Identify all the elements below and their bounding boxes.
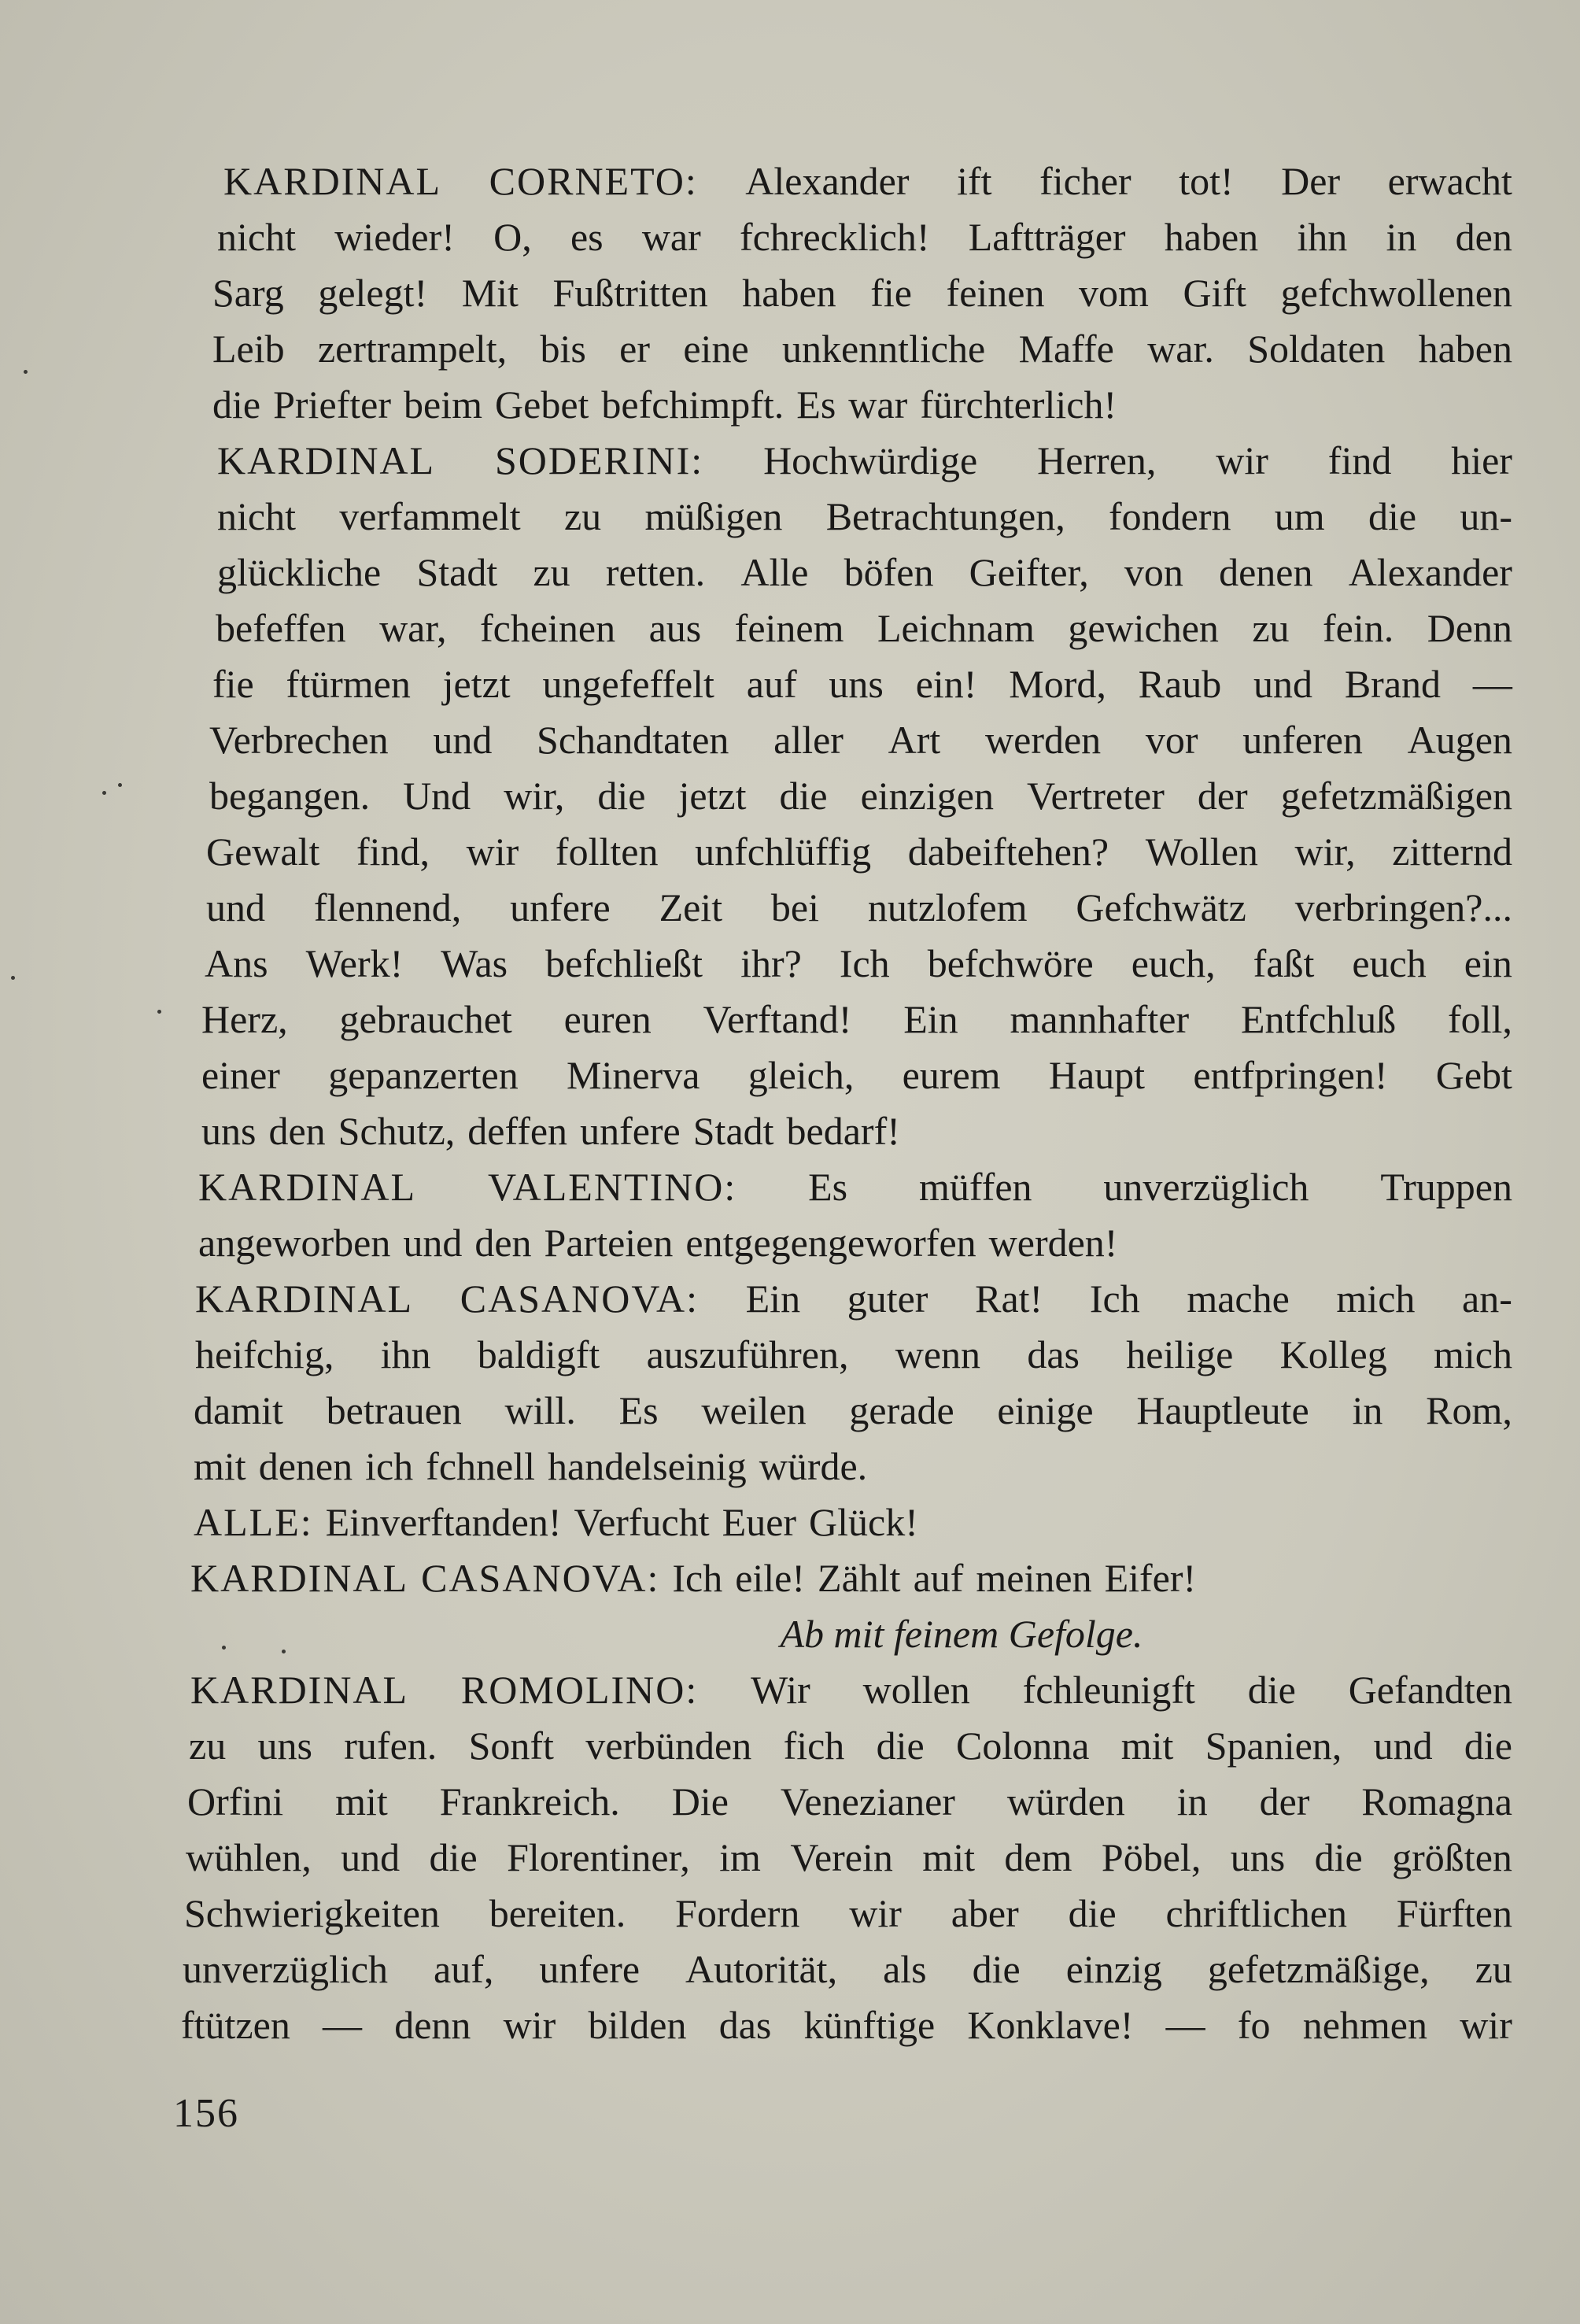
text-line: KARDINAL SODERINI: Hochwürdige Herren, wir find hier xyxy=(217,438,1512,482)
text-line: und flennend, unfere Zeit bei nutzlofem Gefchwätz verbringen?... xyxy=(206,885,1512,929)
text-line: ALLE: Einverftanden! Verfucht Euer Glück! xyxy=(194,1500,918,1544)
text-line: Sarg gelegt! Mit Fußtritten haben fie feinen vom Gift gefchwollenen xyxy=(212,271,1512,315)
text-line: Leib zertrampelt, bis er eine unkenntliche Maffe war. Soldaten haben xyxy=(212,327,1512,371)
text-line: KARDINAL ROMOLINO: Wir wollen fchleunigft die Gefandten xyxy=(190,1668,1512,1712)
text-line: befeffen war, fcheinen aus feinem Leichnam gewichen zu fein. Denn xyxy=(216,606,1512,650)
text-line: glückliche Stadt zu retten. Alle böfen Geifter, von denen Alexander xyxy=(217,550,1512,594)
text-line: uns den Schutz, deffen unfere Stadt bedarf! xyxy=(201,1109,900,1153)
paper-speck xyxy=(222,1646,226,1650)
text-line: heifchig, ihn baldigft auszuführen, wenn das heilige Kolleg mich xyxy=(195,1332,1512,1376)
paper-speck xyxy=(102,791,106,795)
text-line: Herz, gebrauchet euren Verftand! Ein mannhafter Entfchluß foll, xyxy=(201,997,1512,1041)
text-line: angeworben und den Parteien entgegengeworfen werden! xyxy=(198,1221,1118,1265)
paper-speck xyxy=(24,370,28,374)
text-line: Schwierigkeiten bereiten. Fordern wir aber die chriftlichen Fürften xyxy=(184,1891,1512,1935)
paper-speck xyxy=(11,976,15,980)
text-line: unverzüglich auf, unfere Autorität, als die einzig gefetzmäßige, zu xyxy=(183,1947,1512,1991)
text-line: zu uns rufen. Sonft verbünden fich die Colonna mit Spanien, und die xyxy=(189,1724,1512,1768)
text-line: einer gepanzerten Minerva gleich, eurem Haupt entfpringen! Gebt xyxy=(201,1053,1512,1097)
text-line: KARDINAL CORNETO: Alexander ift ficher tot! Der erwacht xyxy=(223,159,1512,203)
text-line: fie ftürmen jetzt ungefeffelt auf uns ein! Mord, Raub und Brand — xyxy=(212,662,1512,706)
paper-speck xyxy=(157,1010,161,1014)
dialogue-text xyxy=(181,153,1512,2053)
text-line: KARDINAL VALENTINO: Es müffen unverzüglich Truppen xyxy=(198,1165,1512,1209)
text-line: Gewalt find, wir follten unfchlüffig dabeiftehen? Wollen wir, zitternd xyxy=(206,829,1512,874)
paper-speck xyxy=(282,1650,286,1653)
text-line: KARDINAL CASANOVA: Ein guter Rat! Ich mache mich an- xyxy=(195,1277,1512,1321)
text-line: wühlen, und die Florentiner, im Verein mit dem Pöbel, uns die größten xyxy=(186,1835,1512,1879)
text-line: ftützen — denn wir bilden das künftige Konklave! — fo nehmen wir xyxy=(181,2003,1512,2047)
text-line: mit denen ich fchnell handelseinig würde. xyxy=(194,1444,868,1488)
text-line: Verbrechen und Schandtaten aller Art werden vor unferen Augen xyxy=(209,718,1512,762)
text-line: Orfini mit Frankreich. Die Venezianer würden in der Romagna xyxy=(187,1779,1512,1823)
text-line: damit betrauen will. Es weilen gerade einige Hauptleute in Rom, xyxy=(194,1388,1512,1432)
paper-speck xyxy=(118,783,122,787)
text-line: KARDINAL CASANOVA: Ich eile! Zählt auf meinen Eifer! xyxy=(190,1556,1197,1600)
stage-direction-text: Ab mit feinem Gefolge. xyxy=(780,1612,1143,1656)
text-line: Ans Werk! Was befchließt ihr? Ich befchwöre euch, faßt euch ein xyxy=(205,941,1512,985)
text-line: die Priefter beim Gebet befchimpft. Es war fürchterlich! xyxy=(212,382,1117,427)
text-line: begangen. Und wir, die jetzt die einzigen Vertreter der gefetzmäßigen xyxy=(209,774,1512,818)
text-line: nicht verfammelt zu müßigen Betrachtungen, fondern um die un- xyxy=(217,494,1512,538)
text-line: nicht wieder! O, es war fchrecklich! Laftträger haben ihn in den xyxy=(217,215,1512,259)
stage-direction xyxy=(190,1606,1580,1662)
page-number: 156 xyxy=(173,2091,239,2136)
